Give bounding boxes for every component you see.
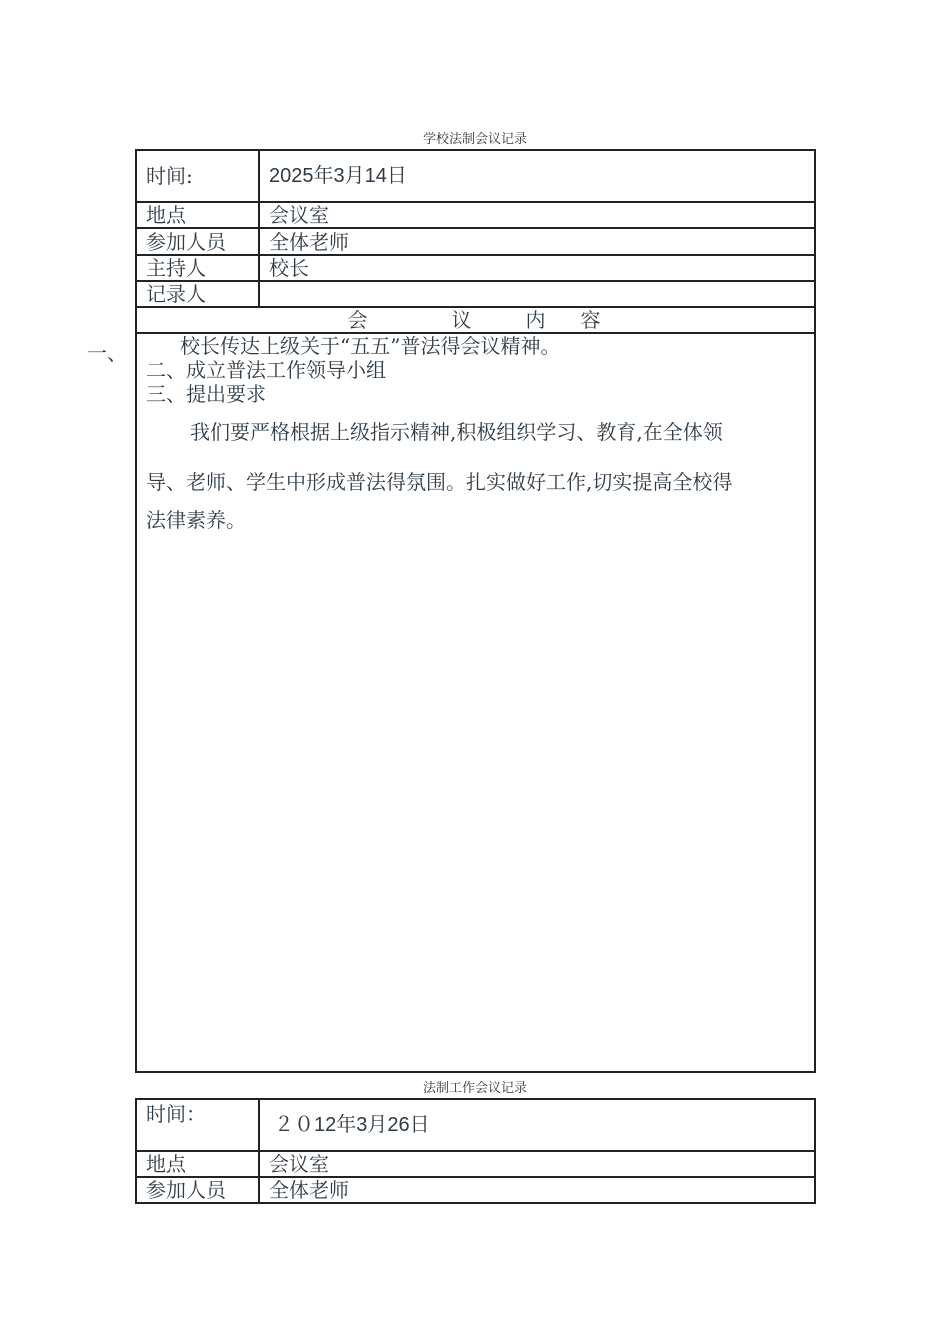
- record1-place-label: 地点: [136, 202, 259, 228]
- record1-attendees-value: 全体老师: [259, 228, 815, 255]
- item3-text: 三、提出要求: [146, 382, 266, 406]
- item1-number: 一、: [87, 341, 127, 365]
- heading-char-2: 议: [451, 308, 472, 332]
- record2-time-row: [136, 1099, 815, 1151]
- heading-char-1: 会: [347, 308, 368, 332]
- record1-attendees-row: [136, 228, 815, 255]
- item2-text: 二、成立普法工作领导小组: [146, 358, 386, 382]
- record2-caption: 法制工作会议记录: [422, 1081, 527, 1096]
- record1-time-value: 2025年3月14日: [259, 150, 815, 202]
- record1-place-row: [136, 202, 815, 228]
- item1-text: 校长传达上级关于“五五”普法得会议精神。: [180, 334, 561, 358]
- paragraph-line-2: 导、老师、学生中形成普法得氛围。扎实做好工作,切实提高全校得: [146, 470, 733, 494]
- record1-content-heading: [136, 307, 815, 333]
- record2-time-value: ２０12年3月26日: [259, 1099, 815, 1151]
- paragraph-line-1: 我们要严格根据上级指示精神,积极组织学习、教育,在全体领: [190, 420, 723, 444]
- record1-attendees-label: 参加人员: [136, 228, 259, 255]
- record2-attendees-label: 参加人员: [136, 1177, 259, 1203]
- record2-attendees-value: 全体老师: [259, 1177, 815, 1203]
- record2-time-label: 时间：: [136, 1099, 259, 1151]
- record1-content-body: [136, 333, 815, 1072]
- record2-table: [135, 1098, 816, 1204]
- record1-recorder-label: 记录人: [136, 281, 259, 307]
- record1-place-value: 会议室: [259, 202, 815, 228]
- record1-recorder-value: [259, 281, 815, 307]
- record1-host-value: 校长: [259, 255, 815, 281]
- record2-place-value: 会议室: [259, 1151, 815, 1177]
- heading-char-4: 容: [580, 308, 601, 332]
- record1-table: [135, 149, 816, 1073]
- record1-time-row: [136, 150, 815, 202]
- record1-time-label: 时间:: [136, 150, 259, 202]
- record1-host-row: [136, 255, 815, 281]
- record1-content-heading-row: [136, 307, 815, 333]
- record2-attendees-row: [136, 1177, 815, 1203]
- record1-recorder-row: [136, 281, 815, 307]
- record1-content-row: [136, 333, 815, 1072]
- record2-place-label: 地点: [136, 1151, 259, 1177]
- record1-host-label: 主持人: [136, 255, 259, 281]
- paragraph-line-3: 法律素养。: [146, 508, 246, 532]
- record2-place-row: [136, 1151, 815, 1177]
- heading-char-3: 内: [525, 308, 546, 332]
- record1-caption: 学校法制会议记录: [422, 132, 527, 147]
